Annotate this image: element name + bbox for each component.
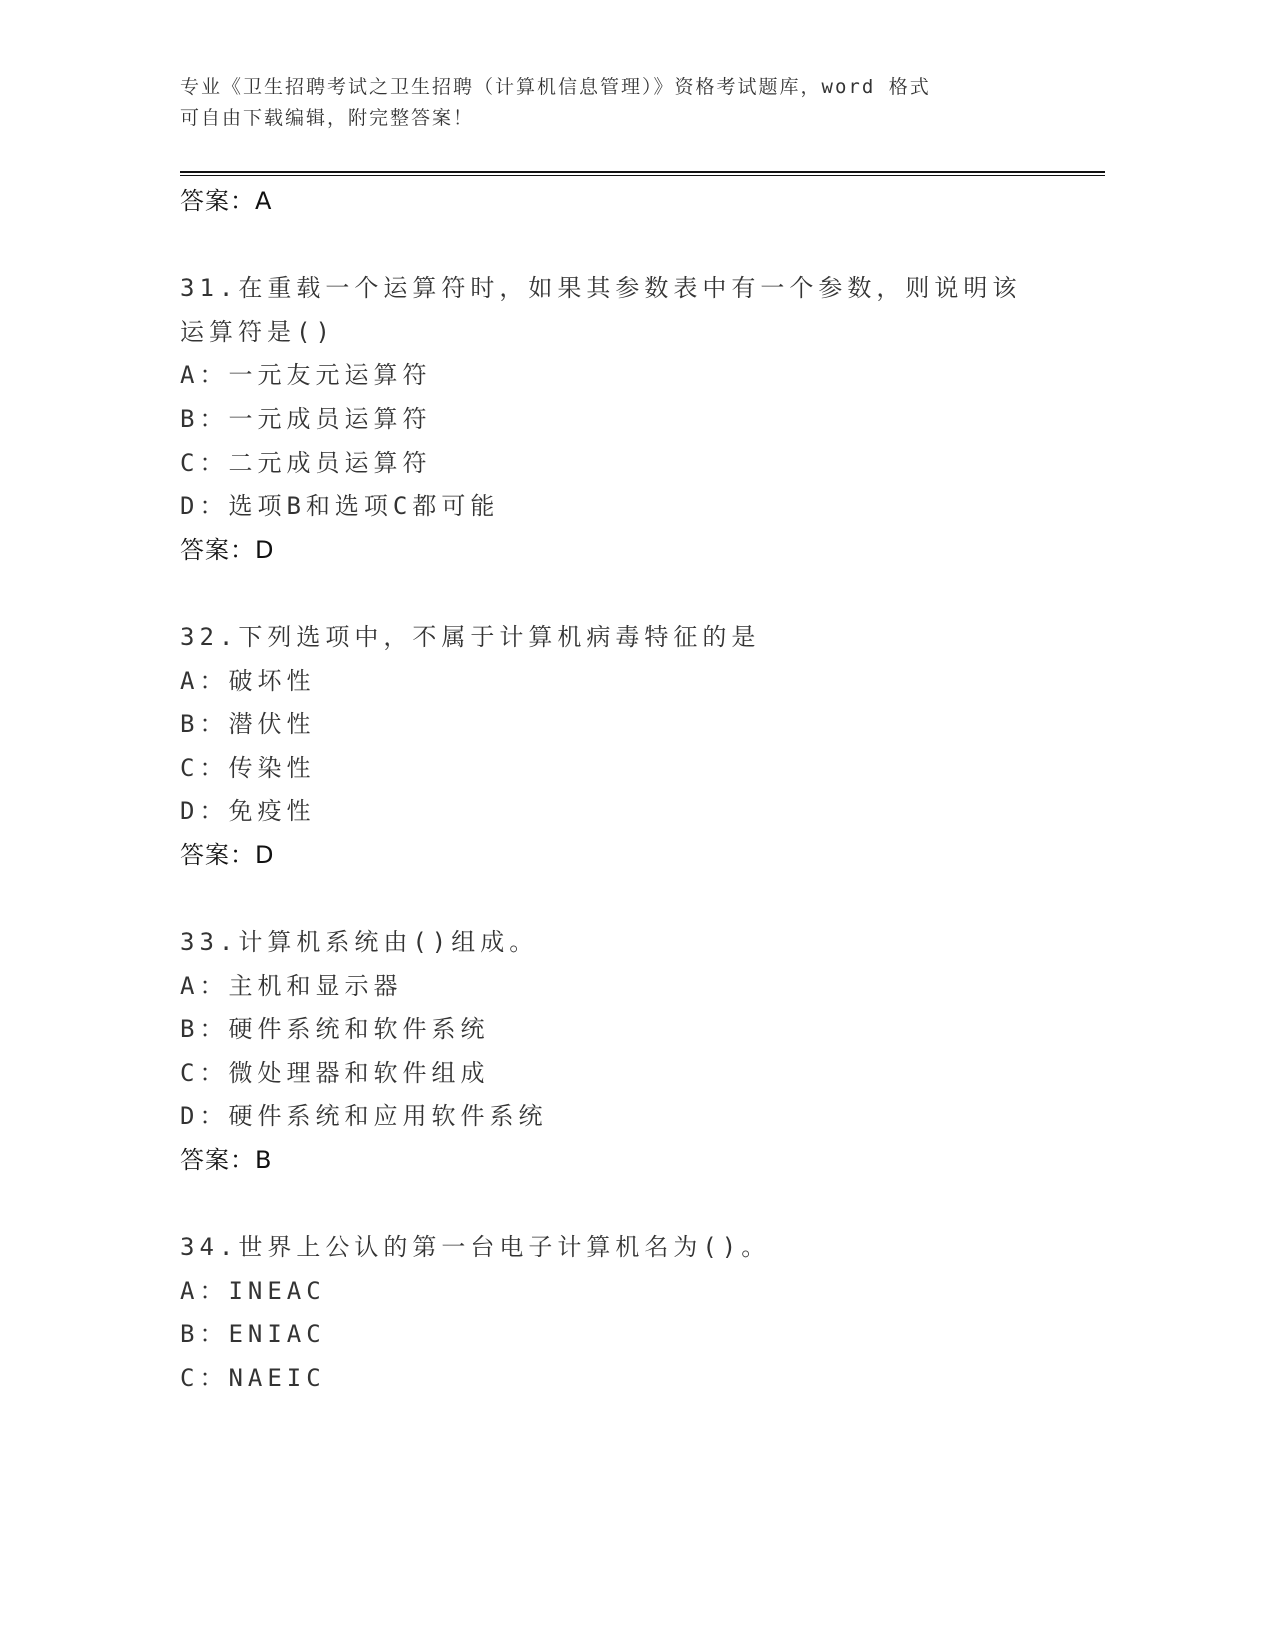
question-list <box>180 180 1050 1401</box>
document-header <box>180 72 1040 134</box>
header-line-2: 可自由下载编辑，附完整答案！ <box>180 107 475 129</box>
option-d: D：免疫性 <box>180 797 316 826</box>
option-d: D：选项B和选项C都可能 <box>180 492 500 521</box>
answer: 答案：B <box>180 1146 273 1175</box>
answer: 答案：D <box>180 840 275 869</box>
option-a: A：INEAC <box>180 1276 326 1305</box>
option-b: B：硬件系统和软件系统 <box>180 1015 490 1044</box>
question-stem: 34.世界上公认的第一台电子计算机名为()。 <box>180 1233 771 1262</box>
option-b: B：ENIAC <box>180 1320 326 1349</box>
option-b: B：潜伏性 <box>180 710 316 739</box>
option-a: A：主机和显示器 <box>180 971 403 1000</box>
option-a: A：破坏性 <box>180 666 316 695</box>
option-a: A：一元友元运算符 <box>180 361 432 390</box>
question-34 <box>180 1226 1050 1400</box>
previous-answer: 答案：A <box>180 187 273 215</box>
option-c: C：微处理器和软件组成 <box>180 1058 490 1087</box>
question-33 <box>180 921 1050 1183</box>
answer: 答案：D <box>180 535 275 564</box>
option-c: C：二元成员运算符 <box>180 448 432 477</box>
option-d: D：硬件系统和应用软件系统 <box>180 1102 548 1131</box>
question-31 <box>180 267 1050 572</box>
header-line-1: 专业《卫生招聘考试之卫生招聘（计算机信息管理）》资格考试题库，word 格式 <box>180 76 931 98</box>
question-stem: 32.下列选项中，不属于计算机病毒特征的是 <box>180 622 761 651</box>
option-c: C：NAEIC <box>180 1364 326 1393</box>
option-b: B：一元成员运算符 <box>180 404 432 433</box>
question-32 <box>180 616 1050 878</box>
question-stem: 31.在重载一个运算符时，如果其参数表中有一个参数，则说明该运算符是() <box>180 274 1022 346</box>
question-stem: 33.计算机系统由()组成。 <box>180 928 539 957</box>
option-c: C：传染性 <box>180 753 316 782</box>
header-divider <box>180 171 1105 176</box>
